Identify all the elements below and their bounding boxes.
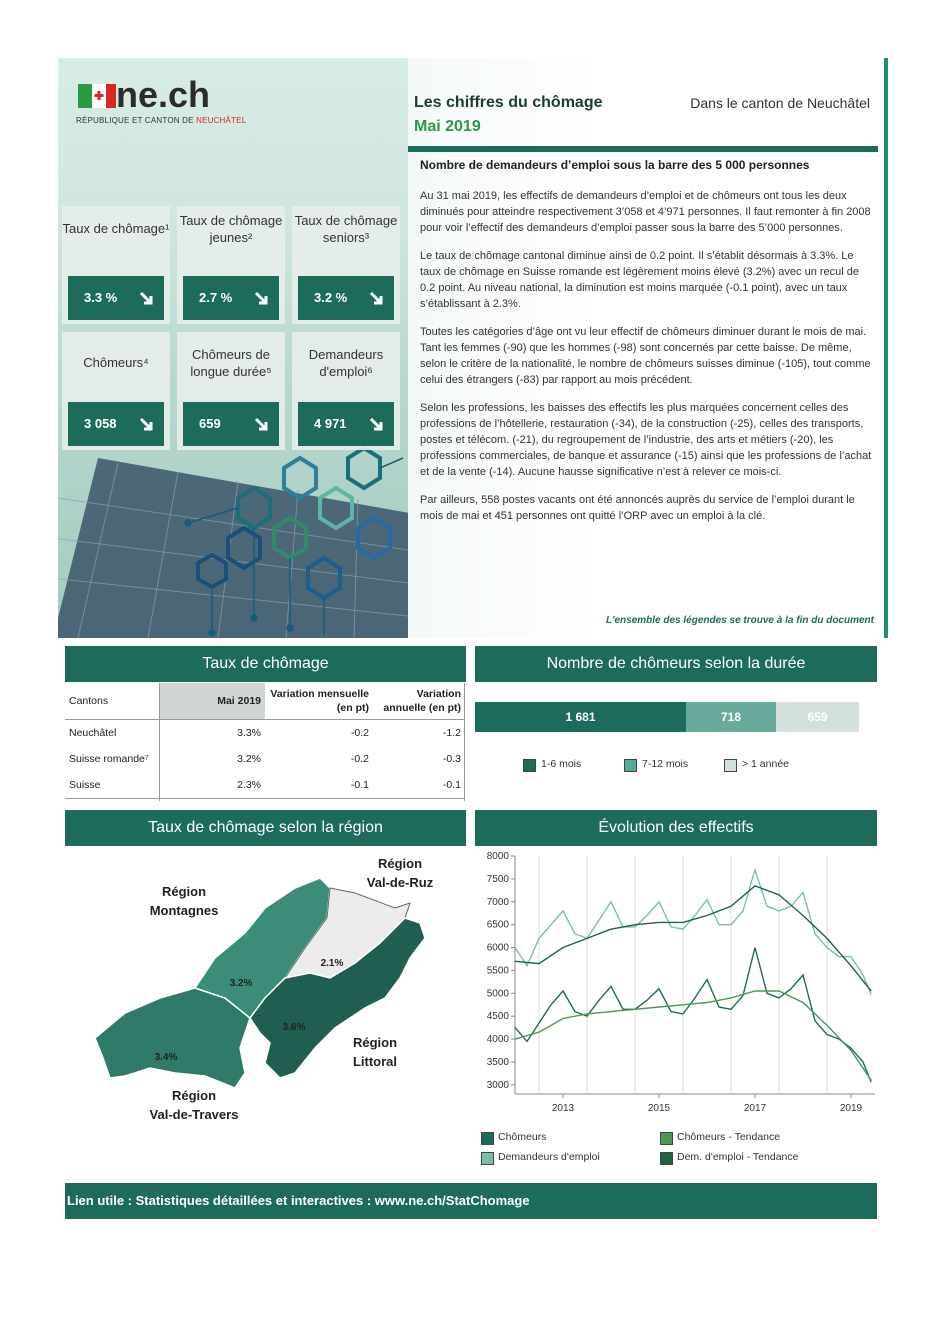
kpi-value-box bbox=[68, 276, 164, 320]
report-canton: Dans le canton de Neuchâtel bbox=[690, 95, 870, 111]
table-header: Mai 2019 bbox=[217, 694, 261, 707]
legend-swatch bbox=[624, 759, 637, 772]
legend-swatch bbox=[724, 759, 737, 772]
duration-segment: 718 bbox=[686, 702, 776, 732]
legend-label: Demandeurs d'emploi bbox=[498, 1151, 600, 1163]
report-title: Les chiffres du chômage bbox=[414, 94, 603, 111]
kpi-value-box bbox=[68, 402, 164, 446]
series-line-dem-d-emploi-tendance bbox=[515, 886, 871, 991]
duration-segment: 1 681 bbox=[475, 702, 686, 732]
series-line-demandeurs-d-emploi bbox=[515, 870, 871, 995]
legend-swatch bbox=[660, 1132, 673, 1145]
y-tick-label: 7500 bbox=[486, 873, 509, 885]
table-header: Variation mensuelle (en pt) bbox=[270, 687, 369, 714]
report-paragraph: Selon les professions, les baisses des effectifs les plus marquées concernent celles des professions de l’hôtellerie, restauration (-34), de la construction (-25), celles des transports, postes et télécom. (-21), du regroupement de l’industrie, des arts et métiers (-20), les professions commerciales, de banque et assurance (-15) ainsi que les professions de l’achat et de la vente (-14). Aucune hausse significative n’est à relever ce mois-ci. bbox=[420, 402, 872, 478]
duration-segment: 659 bbox=[776, 702, 859, 732]
legend-swatch bbox=[481, 1152, 494, 1165]
report-paragraph: Au 31 mai 2019, les effectifs de demandeurs d’emploi et de chômeurs ont tous les deux diminués pour atteindre respectivement 3’058 et 4’971 personnes. Il faut remonter à fin 2008 pour voir l’effectif des demandeurs d’emploi passer sous la barre des 5’000 personnes. bbox=[420, 190, 871, 234]
table-cell: 2.3% bbox=[237, 778, 261, 791]
table-cell: Suisse romande⁷ bbox=[69, 752, 149, 765]
y-tick-label: 3000 bbox=[486, 1079, 509, 1091]
report-month: Mai 2019 bbox=[414, 118, 481, 135]
table-cell: -0.2 bbox=[350, 752, 369, 765]
y-tick-label: 6500 bbox=[486, 919, 509, 931]
table-cell: -1.2 bbox=[442, 726, 461, 739]
arrow-down-right-icon bbox=[138, 290, 156, 308]
footer-link-text[interactable]: Lien utile : Statistiques détaillées et interactives : www.ne.ch/StatChomage bbox=[67, 1193, 530, 1208]
logo-flag-green bbox=[78, 84, 92, 108]
series-line-ch-meurs-tendance bbox=[515, 991, 871, 1080]
kpi-value: 3.3 % bbox=[84, 290, 118, 305]
table-cell: Neuchâtel bbox=[69, 726, 117, 739]
kpi-value: 659 bbox=[199, 416, 221, 431]
kpi-label: Demandeurs d'emploi⁶ bbox=[308, 347, 384, 379]
kpi-label: Taux de chômage jeunes² bbox=[179, 213, 283, 245]
evolution-chart bbox=[475, 846, 880, 1126]
kpi-value-box bbox=[183, 276, 279, 320]
footer-link-bar[interactable] bbox=[65, 1183, 877, 1219]
series-line-ch-meurs bbox=[515, 948, 871, 1083]
kpi-card-taux-chomage bbox=[62, 206, 170, 324]
y-tick-label: 4500 bbox=[486, 1011, 509, 1023]
kpi-value-box bbox=[183, 402, 279, 446]
duration-bar bbox=[475, 702, 858, 732]
region-value-val-de-travers: 3.4% bbox=[154, 1052, 178, 1063]
table-cell: -0.3 bbox=[442, 752, 461, 765]
table-divider bbox=[464, 683, 465, 801]
y-tick-label: 5000 bbox=[486, 988, 509, 1000]
report-paragraph: Toutes les catégories d’âge ont vu leur effectif de chômeurs diminuer durant le mois de mai. Tant les femmes (-90) que les hommes (-98) sont concernés par cette baisse. De même, selon le critère de la nationalité, le nombre de chômeurs suisses diminue (-105), tout comme celui des étrangers (-83) par rapport au mois précédent. bbox=[420, 326, 871, 386]
report-headline: Nombre de demandeurs d’emploi sous la barre des 5 000 personnes bbox=[420, 158, 810, 172]
logo-subtitle-highlight: NEUCHÂTEL bbox=[196, 116, 247, 125]
region-label-val-de-ruz: Région Val-de-Ruz bbox=[366, 856, 434, 890]
kpi-card-longue-duree bbox=[177, 332, 285, 450]
legend-label: > 1 année bbox=[742, 758, 790, 770]
hero-panel bbox=[58, 58, 408, 638]
region-value-montagnes: 3.2% bbox=[229, 978, 253, 989]
arrow-down-right-icon bbox=[253, 416, 271, 434]
report-divider bbox=[408, 146, 878, 152]
table-header-row bbox=[65, 683, 465, 719]
legend-swatch bbox=[523, 759, 536, 772]
kpi-card-demandeurs bbox=[292, 332, 400, 450]
kpi-value-box bbox=[298, 402, 394, 446]
legend-swatch bbox=[481, 1132, 494, 1145]
logo-flag-red bbox=[106, 84, 116, 108]
legend-label: Chômeurs bbox=[498, 1131, 547, 1143]
logo-subtitle-prefix: RÉPUBLIQUE ET CANTON DE bbox=[76, 116, 197, 125]
region-label-val-de-travers: Région Val-de-Travers bbox=[149, 1088, 239, 1122]
table-row bbox=[65, 772, 465, 799]
x-tick-label: 2017 bbox=[743, 1103, 767, 1114]
kpi-card-chomeurs bbox=[62, 332, 170, 450]
report-panel bbox=[408, 58, 888, 638]
table-header: Variation annuelle (en pt) bbox=[383, 687, 461, 714]
region-label-littoral: Région Littoral bbox=[352, 1035, 398, 1069]
table-divider bbox=[159, 683, 160, 801]
kpi-value: 3.2 % bbox=[314, 290, 348, 305]
arrow-down-right-icon bbox=[368, 416, 386, 434]
table-cell: 3.3% bbox=[237, 726, 261, 739]
unemployment-table bbox=[65, 683, 465, 799]
report-body bbox=[420, 188, 872, 536]
kpi-value-box bbox=[298, 276, 394, 320]
region-value-val-de-ruz: 2.1% bbox=[320, 958, 344, 969]
table-cell: -0.1 bbox=[442, 778, 461, 791]
y-tick-label: 4000 bbox=[486, 1034, 509, 1046]
y-tick-label: 5500 bbox=[486, 965, 509, 977]
table-row bbox=[65, 746, 465, 772]
x-tick-label: 2019 bbox=[839, 1103, 863, 1114]
y-tick-label: 7000 bbox=[486, 896, 509, 908]
y-tick-label: 6000 bbox=[486, 942, 509, 954]
x-tick-label: 2015 bbox=[647, 1103, 671, 1114]
table-cell: Suisse bbox=[69, 778, 101, 791]
report-paragraph: Le taux de chômage cantonal diminue ainsi de 0.2 point. Il s’établit désormais à 3.3%. Le taux de chômage en Suisse romande est légèrement moins élevé (3.2%) avec un recul de 0.2 point. Au niveau national, la diminution est moins marquée (-0.1 point), avec un taux s’établissant à 2.3%. bbox=[420, 250, 860, 310]
region-value-littoral: 3.6% bbox=[282, 1022, 306, 1033]
duration-section-title: Nombre de chômeurs selon la durée bbox=[475, 646, 877, 682]
region-label-montagnes: Région Montagnes bbox=[149, 884, 219, 918]
logo-subtitle bbox=[76, 116, 246, 125]
kpi-value: 4 971 bbox=[314, 416, 347, 431]
table-cell: -0.2 bbox=[350, 726, 369, 739]
report-paragraph: Par ailleurs, 558 postes vacants ont été annoncés auprès du service de l’emploi durant le mois de mai et 451 personnes ont quitté l’ORP avec un emploi à la clé. bbox=[420, 494, 855, 522]
region-map bbox=[65, 848, 466, 1138]
kpi-card-taux-seniors bbox=[292, 206, 400, 324]
region-section-title: Taux de chômage selon la région bbox=[65, 810, 466, 846]
table-header: Cantons bbox=[69, 694, 109, 707]
legend-swatch bbox=[660, 1152, 673, 1165]
kpi-card-taux-jeunes bbox=[177, 206, 285, 324]
legend-label: 7-12 mois bbox=[642, 758, 689, 770]
kpi-label: Taux de chômage seniors³ bbox=[294, 213, 398, 245]
legend-label: Chômeurs - Tendance bbox=[677, 1131, 781, 1143]
logo-flag-white bbox=[92, 84, 106, 108]
kpi-value: 2.7 % bbox=[199, 290, 233, 305]
table-cell: -0.1 bbox=[350, 778, 369, 791]
legend-label: Dem. d'emploi - Tendance bbox=[677, 1151, 799, 1163]
kpi-label: Chômeurs de longue durée⁵ bbox=[190, 347, 272, 379]
arrow-down-right-icon bbox=[138, 416, 156, 434]
table-section-title: Taux de chômage bbox=[65, 646, 466, 682]
table-row bbox=[65, 719, 465, 746]
legend-label: 1-6 mois bbox=[541, 758, 582, 770]
kpi-label: Chômeurs⁴ bbox=[83, 355, 149, 370]
region-val-de-travers bbox=[95, 988, 250, 1088]
y-tick-label: 8000 bbox=[486, 851, 509, 862]
y-tick-label: 3500 bbox=[486, 1056, 509, 1068]
report-footnote: L'ensemble des légendes se trouve à la fin du document bbox=[605, 615, 874, 626]
arrow-down-right-icon bbox=[253, 290, 271, 308]
kpi-label: Taux de chômage¹ bbox=[62, 221, 170, 236]
evolution-section-title: Évolution des effectifs bbox=[475, 810, 877, 846]
arrow-down-right-icon bbox=[368, 290, 386, 308]
x-tick-label: 2013 bbox=[551, 1103, 575, 1114]
table-cell: 3.2% bbox=[237, 752, 261, 765]
kpi-value: 3 058 bbox=[84, 416, 117, 431]
logo-text: ne.ch bbox=[116, 74, 211, 115]
